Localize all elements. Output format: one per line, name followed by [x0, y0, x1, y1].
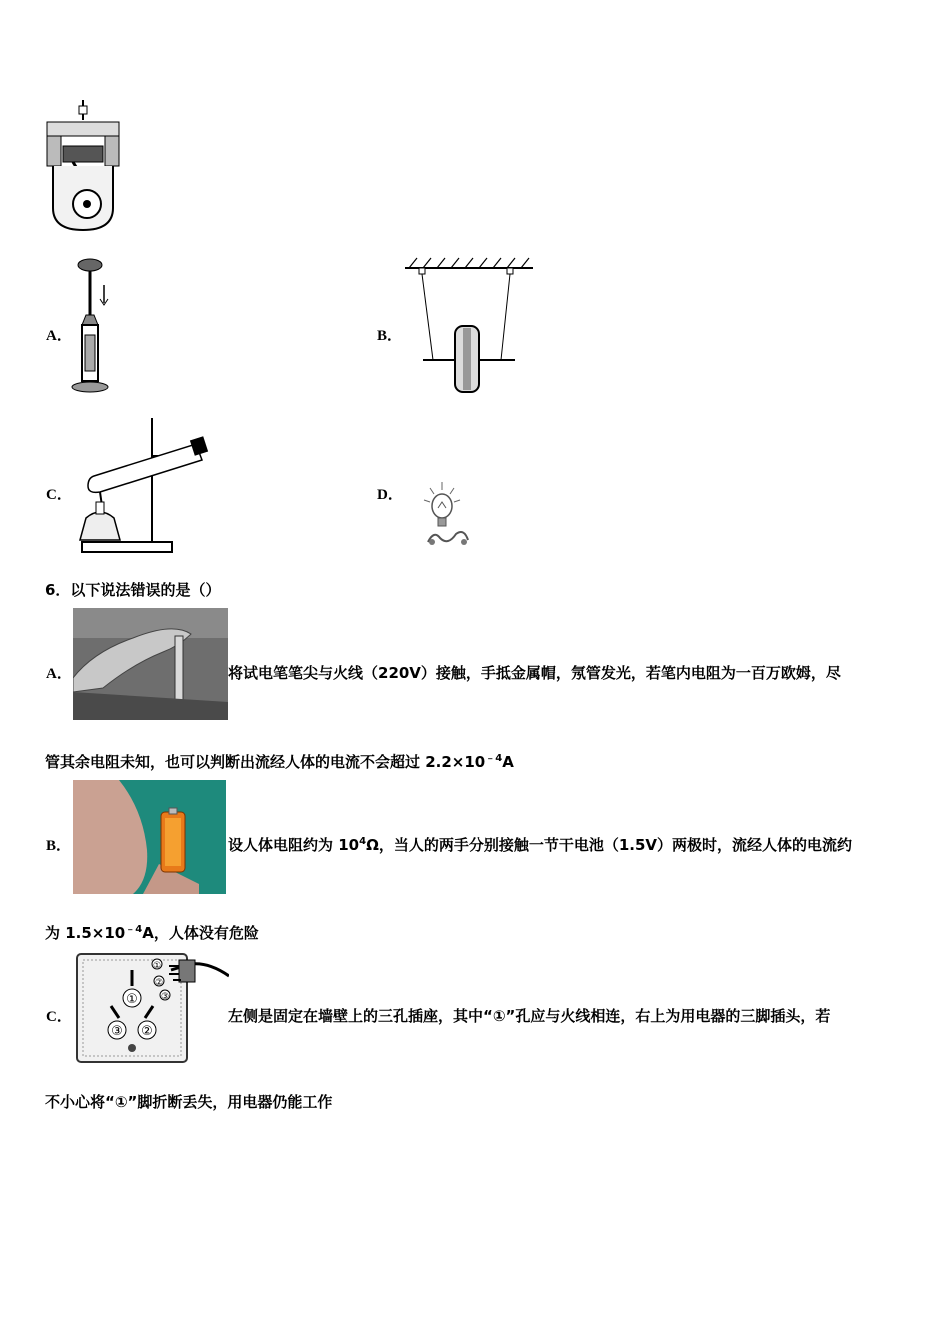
q6-option-b-line1-post: Ω，当人的两手分别接触一节干电池（1.5V）两极时，流经人体的电流约 — [366, 836, 853, 854]
q6-option-a-line2 — [45, 749, 514, 772]
q5-option-b-label[interactable]: B． — [377, 328, 403, 344]
q5-option-c-label[interactable]: C． — [46, 487, 72, 503]
test-tube-figure — [72, 414, 212, 556]
q6-option-c-line1: 左侧是固定在墙壁上的三孔插座，其中“①”孔应与火线相连，右上为用电器的三脚插头，若 — [228, 1007, 831, 1025]
q6-option-a-exponent: ﹣4 — [485, 753, 503, 764]
question-6-title: 6．以下说法错误的是（） — [45, 581, 221, 599]
q6-option-a-label[interactable]: A． — [46, 666, 72, 682]
socket-plug-figure — [73, 950, 229, 1066]
q5-option-a-label[interactable]: A． — [46, 328, 72, 344]
q5-option-d-label[interactable]: D． — [377, 487, 403, 503]
plug-mark-1: ① — [152, 961, 162, 971]
socket-mark-2: ② — [141, 1024, 153, 1039]
flywheel-figure — [403, 256, 535, 396]
q6-option-c-label[interactable]: C． — [46, 1009, 72, 1025]
q6-option-b-line2-post: A，人体没有危险 — [142, 924, 259, 942]
q6-option-b-line2 — [45, 920, 259, 943]
socket-mark-1: ① — [126, 992, 138, 1007]
q6-option-a-line1: 将试电笔笔尖与火线（220V）接触，手抵金属帽，氖管发光，若笔内电阻为一百万欧姆，尽 — [228, 664, 841, 682]
plug-mark-3: ③ — [160, 992, 170, 1002]
q6-option-c-line2: 不小心将“①”脚折断丢失，用电器仍能工作 — [45, 1093, 333, 1111]
plug-mark-2: ② — [154, 978, 164, 988]
q6-option-b-line1-pre: 设人体电阻约为 10 — [228, 836, 360, 854]
socket-mark-3: ③ — [111, 1024, 123, 1039]
bulb-figure — [418, 480, 478, 552]
q6-option-b-line2-pre: 为 1.5×10 — [45, 924, 126, 942]
q6-option-a-line2-text: 管其余电阻未知，也可以判断出流经人体的电流不会超过 2.2×10 — [45, 753, 486, 771]
q6-option-b-exponent-2: ﹣4 — [125, 924, 143, 935]
pump-figure — [70, 255, 118, 395]
battery-photo — [73, 780, 226, 894]
q6-option-a-unit: A — [502, 753, 514, 771]
engine-figure — [43, 98, 123, 234]
q6-option-b-line1 — [228, 834, 852, 855]
q6-option-b-label[interactable]: B． — [46, 838, 72, 854]
test-pen-photo — [73, 608, 228, 720]
q6-option-b-exponent-1: 4 — [359, 836, 367, 847]
